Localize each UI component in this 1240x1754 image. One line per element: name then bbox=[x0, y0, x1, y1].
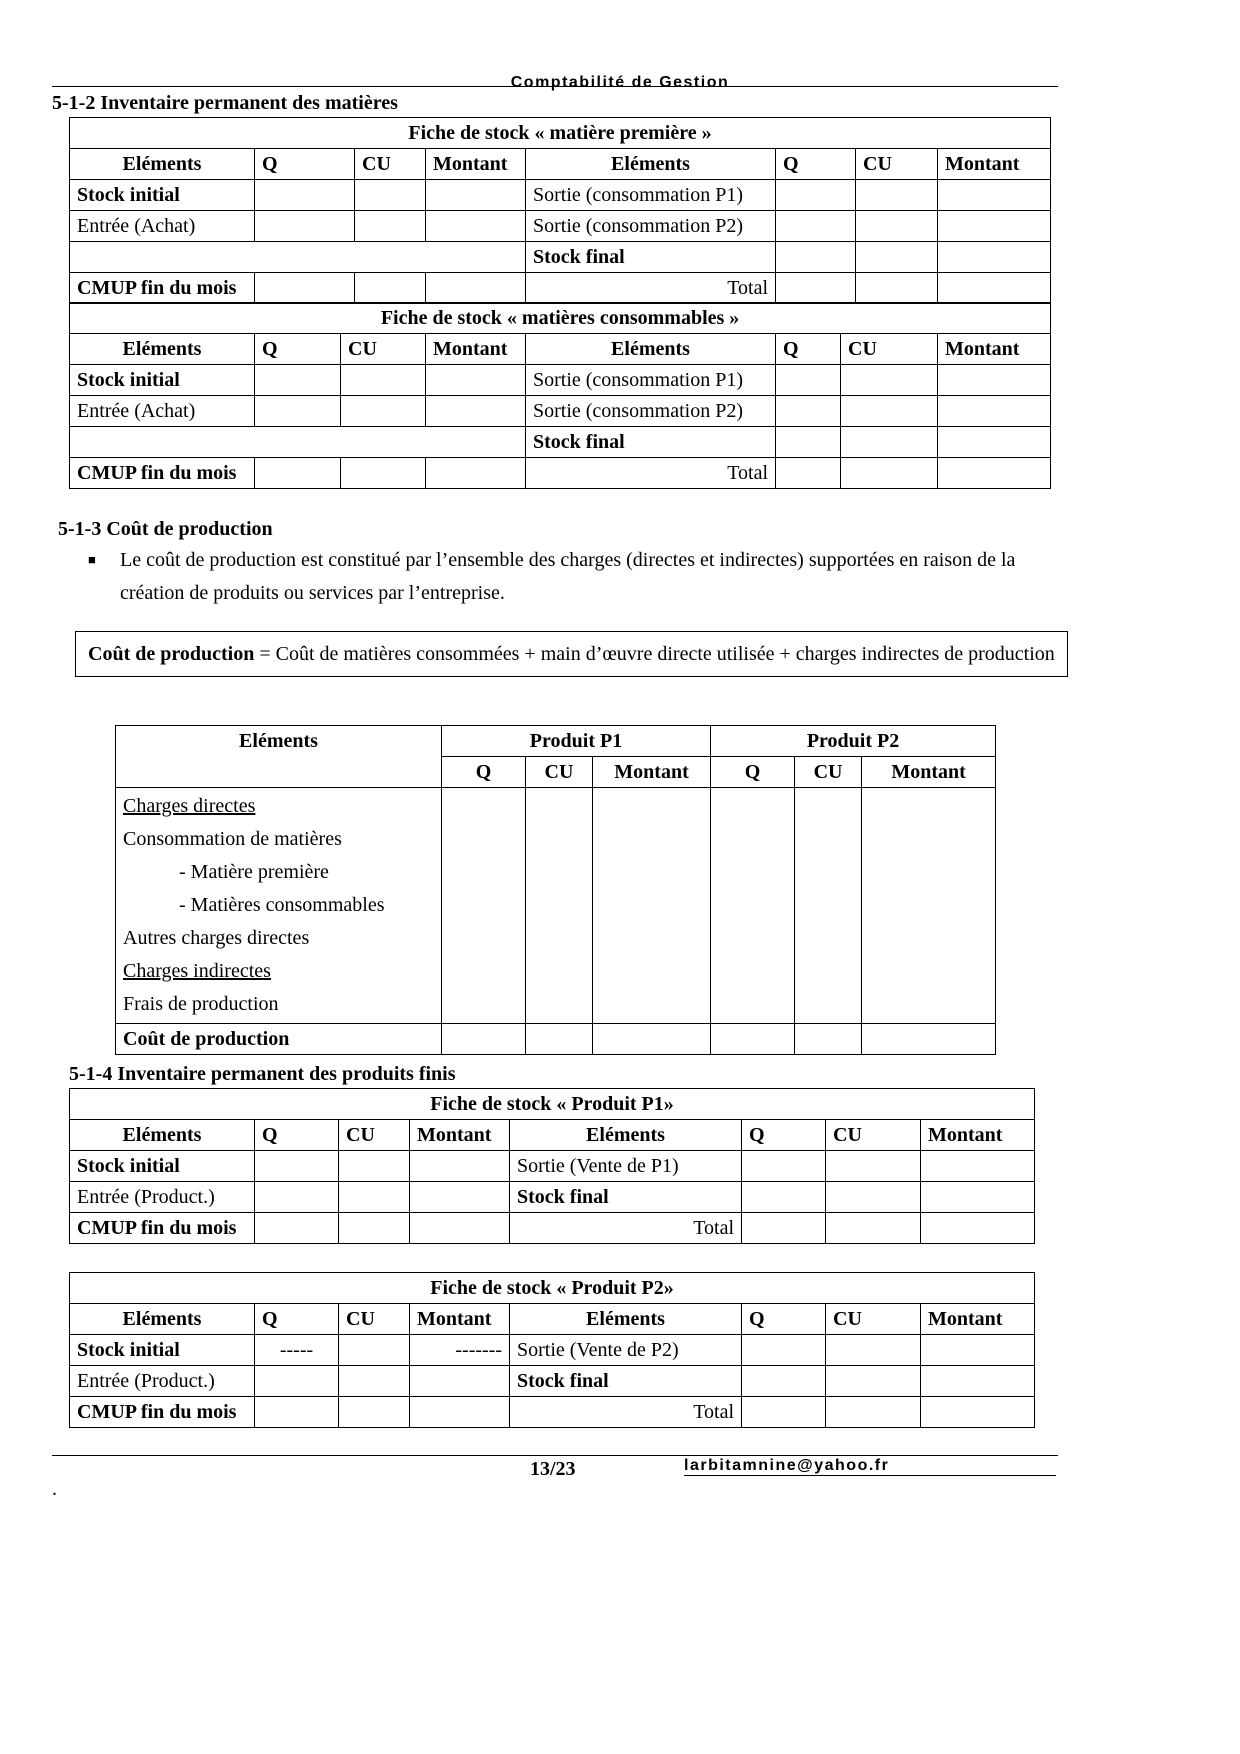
col-elements: Eléments bbox=[510, 1304, 742, 1335]
row-label: Sortie (consommation P1) bbox=[526, 180, 776, 211]
line-charges-indirectes: Charges indirectes bbox=[123, 960, 271, 982]
cell bbox=[70, 427, 526, 458]
cell bbox=[826, 1182, 921, 1213]
cell bbox=[742, 1366, 826, 1397]
cell bbox=[255, 365, 341, 396]
line-frais-production: Frais de production bbox=[123, 993, 279, 1015]
page-header-title: Comptabilité de Gestion bbox=[510, 74, 730, 91]
row-label: Stock initial bbox=[70, 1151, 255, 1182]
col-elements: Eléments bbox=[70, 1120, 255, 1151]
cell bbox=[255, 458, 341, 489]
col-montant: Montant bbox=[921, 1304, 1035, 1335]
cell bbox=[426, 365, 526, 396]
col-montant: Montant bbox=[426, 149, 526, 180]
table-row bbox=[116, 788, 996, 1024]
cell bbox=[255, 396, 341, 427]
cell bbox=[426, 458, 526, 489]
table-row bbox=[116, 1024, 996, 1055]
table-row bbox=[70, 211, 1051, 242]
col-montant: Montant bbox=[938, 334, 1051, 365]
row-label: Sortie (consommation P2) bbox=[526, 396, 776, 427]
cell bbox=[255, 273, 355, 304]
cell bbox=[711, 788, 795, 1024]
row-label: Stock initial bbox=[70, 180, 255, 211]
col-q: Q bbox=[776, 334, 841, 365]
col-elements: Eléments bbox=[510, 1120, 742, 1151]
cell bbox=[776, 180, 856, 211]
cell bbox=[341, 458, 426, 489]
cell bbox=[426, 273, 526, 304]
cell bbox=[856, 273, 938, 304]
table-row bbox=[70, 427, 1051, 458]
cell bbox=[339, 1182, 410, 1213]
row-label: CMUP fin du mois bbox=[70, 458, 255, 489]
row-label: Total bbox=[526, 458, 776, 489]
formula-text: = Coût de matières consommées + main d’œuvre directe utilisée + charges indirectes de production bbox=[254, 643, 1055, 665]
cell bbox=[593, 1024, 711, 1055]
cell bbox=[938, 458, 1051, 489]
table-row bbox=[70, 458, 1051, 489]
col-cu: CU bbox=[339, 1304, 410, 1335]
cell bbox=[776, 242, 856, 273]
col-montant: Montant bbox=[426, 334, 526, 365]
cell bbox=[255, 1213, 339, 1244]
row-label: Stock initial bbox=[70, 365, 255, 396]
line-consommation: Consommation de matières bbox=[123, 828, 342, 850]
row-label: CMUP fin du mois bbox=[70, 1397, 255, 1428]
formula-label: Coût de production bbox=[88, 643, 255, 665]
cell bbox=[339, 1213, 410, 1244]
table-row bbox=[70, 396, 1051, 427]
cell bbox=[938, 211, 1051, 242]
cell bbox=[410, 1213, 510, 1244]
cell bbox=[593, 788, 711, 1024]
col-montant: Montant bbox=[410, 1304, 510, 1335]
row-label: Sortie (consommation P1) bbox=[526, 365, 776, 396]
cell bbox=[341, 365, 426, 396]
page-number: 13/23 bbox=[530, 1458, 576, 1480]
table-row bbox=[70, 1397, 1035, 1428]
cell bbox=[742, 1151, 826, 1182]
col-montant: Montant bbox=[410, 1120, 510, 1151]
table-row bbox=[70, 1366, 1035, 1397]
col-cu: CU bbox=[856, 149, 938, 180]
bullet-text: Le coût de production est constitué par l’ensemble des charges (directes et indirectes) supportées en raison de la création de produits ou services par l’entreprise. bbox=[120, 549, 1016, 604]
col-montant: Montant bbox=[862, 757, 996, 788]
row-label: CMUP fin du mois bbox=[70, 1213, 255, 1244]
col-montant: Montant bbox=[593, 757, 711, 788]
cell bbox=[826, 1366, 921, 1397]
col-produit-p1: Produit P1 bbox=[442, 726, 711, 757]
table-row bbox=[70, 1213, 1035, 1244]
fiche-stock-matieres-consommables bbox=[69, 302, 1051, 489]
header-rule bbox=[52, 86, 1058, 87]
cell bbox=[410, 1366, 510, 1397]
table-row bbox=[70, 1182, 1035, 1213]
cell bbox=[255, 1151, 339, 1182]
cell bbox=[355, 180, 426, 211]
cell bbox=[339, 1335, 410, 1366]
col-q: Q bbox=[711, 757, 795, 788]
row-label: Stock final bbox=[510, 1366, 742, 1397]
cell bbox=[826, 1397, 921, 1428]
cout-production-table bbox=[115, 725, 996, 1055]
cell bbox=[526, 788, 593, 1024]
cell bbox=[70, 242, 526, 273]
cell bbox=[339, 1151, 410, 1182]
col-cu: CU bbox=[339, 1120, 410, 1151]
col-elements: Eléments bbox=[116, 726, 442, 788]
section-513-title: 5-1-3 Coût de production bbox=[58, 518, 273, 540]
col-cu: CU bbox=[526, 757, 593, 788]
row-label: Stock initial bbox=[70, 1335, 255, 1366]
cell bbox=[938, 242, 1051, 273]
line-matieres-consommables: - Matières consommables bbox=[179, 894, 385, 916]
line-matiere-premiere: - Matière première bbox=[179, 861, 329, 883]
fiche-stock-produit-p2 bbox=[69, 1272, 1035, 1428]
author-email: larbitamnine@yahoo.fr bbox=[684, 1457, 890, 1474]
col-cu: CU bbox=[355, 149, 426, 180]
cell bbox=[255, 1182, 339, 1213]
cell bbox=[255, 180, 355, 211]
cell bbox=[776, 396, 841, 427]
cell bbox=[921, 1397, 1035, 1428]
row-label: Coût de production bbox=[116, 1024, 442, 1055]
cell bbox=[826, 1213, 921, 1244]
col-elements: Eléments bbox=[526, 334, 776, 365]
col-montant: Montant bbox=[938, 149, 1051, 180]
row-label: Stock final bbox=[526, 242, 776, 273]
row-label: CMUP fin du mois bbox=[70, 273, 255, 304]
fiche-stock-produit-p1 bbox=[69, 1088, 1035, 1244]
footer-dot: . bbox=[52, 1478, 57, 1500]
cell bbox=[426, 211, 526, 242]
table-row bbox=[70, 242, 1051, 273]
col-produit-p2: Produit P2 bbox=[711, 726, 996, 757]
col-q: Q bbox=[255, 1120, 339, 1151]
cell bbox=[862, 1024, 996, 1055]
cell bbox=[355, 211, 426, 242]
cell bbox=[776, 273, 856, 304]
cell bbox=[921, 1213, 1035, 1244]
cell bbox=[862, 788, 996, 1024]
row-label: Stock final bbox=[526, 427, 776, 458]
row-label: Total bbox=[510, 1397, 742, 1428]
table-row bbox=[70, 1335, 1035, 1366]
cell bbox=[841, 365, 938, 396]
row-label: Stock final bbox=[510, 1182, 742, 1213]
cell bbox=[255, 211, 355, 242]
cell bbox=[776, 427, 841, 458]
cell bbox=[442, 1024, 526, 1055]
cell bbox=[426, 396, 526, 427]
bullet-square-icon: ■ bbox=[88, 552, 96, 567]
row-label: Total bbox=[510, 1213, 742, 1244]
cell-q-dash: ----- bbox=[255, 1335, 339, 1366]
fiche-title: Fiche de stock « Produit P1» bbox=[70, 1089, 1035, 1120]
col-cu: CU bbox=[841, 334, 938, 365]
col-q: Q bbox=[255, 334, 341, 365]
cell bbox=[255, 1397, 339, 1428]
cell bbox=[526, 1024, 593, 1055]
section-514-title: 5-1-4 Inventaire permanent des produits finis bbox=[69, 1063, 456, 1085]
cell bbox=[921, 1366, 1035, 1397]
cell bbox=[856, 211, 938, 242]
cell bbox=[410, 1182, 510, 1213]
cell bbox=[442, 788, 526, 1024]
cell bbox=[841, 396, 938, 427]
col-q: Q bbox=[776, 149, 856, 180]
cell bbox=[856, 242, 938, 273]
col-cu: CU bbox=[826, 1304, 921, 1335]
cell bbox=[426, 180, 526, 211]
col-q: Q bbox=[742, 1304, 826, 1335]
cell bbox=[826, 1335, 921, 1366]
row-label: Entrée (Achat) bbox=[70, 211, 255, 242]
col-elements: Eléments bbox=[70, 149, 255, 180]
fiche-stock-matiere-premiere bbox=[69, 117, 1051, 304]
fiche-title: Fiche de stock « Produit P2» bbox=[70, 1273, 1035, 1304]
cell bbox=[795, 1024, 862, 1055]
cell bbox=[410, 1397, 510, 1428]
cell bbox=[355, 273, 426, 304]
col-cu: CU bbox=[341, 334, 426, 365]
cell bbox=[339, 1397, 410, 1428]
cell bbox=[255, 1366, 339, 1397]
cell bbox=[341, 396, 426, 427]
row-label: Total bbox=[526, 273, 776, 304]
cell bbox=[742, 1397, 826, 1428]
col-q: Q bbox=[442, 757, 526, 788]
cell bbox=[795, 788, 862, 1024]
cell bbox=[938, 273, 1051, 304]
cell bbox=[938, 396, 1051, 427]
table-row bbox=[70, 365, 1051, 396]
row-label: Entrée (Achat) bbox=[70, 396, 255, 427]
formula-box bbox=[75, 631, 1068, 677]
cell bbox=[921, 1182, 1035, 1213]
cell bbox=[776, 458, 841, 489]
col-elements: Eléments bbox=[526, 149, 776, 180]
col-elements: Eléments bbox=[70, 1304, 255, 1335]
cell bbox=[826, 1151, 921, 1182]
row-label: Sortie (consommation P2) bbox=[526, 211, 776, 242]
cell bbox=[339, 1366, 410, 1397]
fiche-title: Fiche de stock « matières consommables » bbox=[70, 303, 1051, 334]
cell bbox=[841, 427, 938, 458]
cell bbox=[938, 427, 1051, 458]
line-autres-charges: Autres charges directes bbox=[123, 927, 310, 949]
cell bbox=[711, 1024, 795, 1055]
col-montant: Montant bbox=[921, 1120, 1035, 1151]
email-underline bbox=[684, 1475, 1056, 1476]
col-cu: CU bbox=[826, 1120, 921, 1151]
cost-lines bbox=[116, 788, 442, 1024]
cell bbox=[410, 1151, 510, 1182]
cell bbox=[841, 458, 938, 489]
cell bbox=[742, 1335, 826, 1366]
row-label: Entrée (Product.) bbox=[70, 1182, 255, 1213]
row-label: Sortie (Vente de P1) bbox=[510, 1151, 742, 1182]
col-cu: CU bbox=[795, 757, 862, 788]
cell bbox=[921, 1335, 1035, 1366]
col-q: Q bbox=[742, 1120, 826, 1151]
col-elements: Eléments bbox=[70, 334, 255, 365]
fiche-title: Fiche de stock « matière première » bbox=[70, 118, 1051, 149]
col-q: Q bbox=[255, 149, 355, 180]
table-row bbox=[70, 273, 1051, 304]
cell bbox=[938, 365, 1051, 396]
cell-montant-dash: ------- bbox=[410, 1335, 510, 1366]
cell bbox=[742, 1182, 826, 1213]
col-q: Q bbox=[255, 1304, 339, 1335]
row-label: Sortie (Vente de P2) bbox=[510, 1335, 742, 1366]
table-row bbox=[70, 1151, 1035, 1182]
line-charges-directes: Charges directes bbox=[123, 795, 256, 817]
row-label: Entrée (Product.) bbox=[70, 1366, 255, 1397]
cell bbox=[856, 180, 938, 211]
cell bbox=[776, 211, 856, 242]
section-512-title: 5-1-2 Inventaire permanent des matières bbox=[52, 92, 398, 114]
footer-rule bbox=[52, 1455, 1058, 1456]
cell bbox=[938, 180, 1051, 211]
cell bbox=[776, 365, 841, 396]
cell bbox=[921, 1151, 1035, 1182]
cell bbox=[742, 1213, 826, 1244]
table-row bbox=[70, 180, 1051, 211]
